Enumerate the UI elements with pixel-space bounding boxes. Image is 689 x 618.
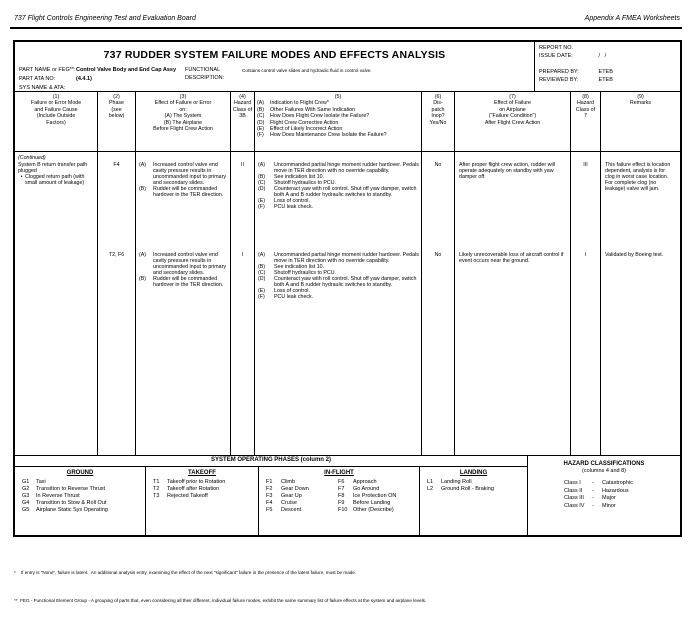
phase-label: Ground Roll - Braking — [441, 486, 494, 492]
header-cell-3 — [135, 92, 230, 151]
phase-item — [22, 479, 145, 486]
row2-hazard-class-7: I — [584, 252, 587, 258]
phase-code: G3 — [22, 493, 30, 499]
phase-code: F9 — [338, 500, 345, 506]
header-rule — [10, 27, 682, 29]
ground-items — [15, 479, 145, 514]
col3-number: (3) — [179, 94, 187, 100]
row2-indications — [255, 252, 421, 300]
item-text: Effect of Likely Incorrect Action — [270, 126, 343, 133]
phase-code: F10 — [338, 507, 348, 513]
issue-date-line — [539, 53, 606, 59]
col1-line: Factors) — [46, 119, 66, 126]
report-info-box — [534, 42, 680, 91]
prepared-by-value: ETEB — [598, 69, 613, 75]
hazard-class-name: Class I — [564, 480, 581, 486]
item-letter: (E) — [258, 198, 266, 204]
item-letter: (D) — [258, 276, 266, 282]
item-letter: (C) — [258, 180, 266, 186]
hazard-class-name: Class IV — [564, 502, 585, 509]
col5-number: (5) — [334, 94, 342, 100]
part-ata-label: PART ATA NO: — [19, 76, 56, 82]
phase-label: Descent — [281, 507, 302, 513]
phase-label: Takeoff after Rotation — [167, 486, 220, 492]
operating-phases-columns — [15, 467, 527, 535]
item-text: Increased control valve end cavity pressure results in uncommanded input to primary and secondary slides. — [153, 162, 227, 186]
phase-code: F5 — [266, 507, 273, 513]
data-col-dispatch — [421, 152, 454, 455]
col6-number: (6) — [434, 94, 442, 100]
row1-failure-mode — [15, 162, 97, 186]
takeoff-items — [146, 479, 258, 500]
hazard-class-name: Class III — [564, 495, 584, 501]
takeoff-header: TAKEOFF — [188, 470, 216, 476]
item-text: See indication list 10. — [274, 174, 325, 180]
part-ata-line — [19, 76, 92, 82]
item-text: Shutoff hydraulics to PCU. — [274, 270, 337, 276]
hazard-class-label: Hazardous — [602, 487, 629, 494]
effect-item — [139, 186, 228, 198]
phase-group-ground — [15, 467, 145, 535]
prepared-by-label: PREPARED BY: — [539, 69, 579, 75]
landing-header: LANDING — [459, 470, 488, 476]
col9-number: (9) — [637, 94, 644, 100]
phase-item — [153, 486, 258, 493]
item-text: Loss of control. — [274, 288, 310, 294]
footnotes — [14, 541, 426, 618]
hazard-class-list — [528, 480, 680, 510]
item-letter: (F) — [257, 132, 264, 139]
data-col-hazard-3b — [230, 152, 254, 455]
row2-phase: T2, F6 — [108, 252, 125, 258]
phase-label: Ice Protection ON — [353, 493, 397, 499]
item-text: Shutoff hydraulics to PCU. — [274, 180, 337, 186]
item-text: Rudder will be commanded hardover in the TER direction. — [153, 186, 224, 198]
phase-group-inflight — [258, 467, 419, 535]
phase-item — [266, 493, 338, 500]
item-letter: (B) — [258, 264, 266, 270]
item-letter: (E) — [258, 288, 266, 294]
col8-line: Hazard — [576, 100, 595, 107]
col6-line: Yes/No — [429, 119, 447, 126]
item-text: Rudder will be commanded hardover in the TER direction. — [153, 276, 224, 288]
col4-line: Hazard — [233, 100, 252, 107]
phase-code: L1 — [427, 479, 434, 485]
phase-item — [338, 507, 419, 514]
header-cell-4 — [230, 92, 254, 151]
col4-number: (4) — [239, 94, 246, 100]
indication-item — [258, 204, 419, 210]
sys-name-label: SYS NAME & ATA: — [19, 85, 66, 91]
item-text: How Does Maintenance Crew Isolate the Failure? — [270, 132, 387, 139]
report-no-label: REPORT NO. — [539, 45, 574, 51]
phase-label: Climb — [281, 479, 296, 485]
prepared-by-line — [539, 69, 613, 75]
phase-label: Cruise — [281, 500, 297, 506]
page-header-left: 737 Flight Controls Engineering Test and Evaluation Board — [14, 15, 196, 22]
col1-line: and Failure Cause — [34, 106, 78, 113]
header-cell-2 — [97, 92, 135, 151]
phase-item — [22, 493, 145, 500]
indication-item — [258, 294, 419, 300]
phase-item — [153, 479, 258, 486]
item-text: Uncommanded partial hinge moment rudder hardover. Pedals move in TER direction with no override capability. — [274, 252, 419, 264]
col2-line: below) — [108, 113, 125, 120]
phase-label: Taxi — [36, 479, 46, 485]
phase-item — [266, 479, 338, 486]
item-letter: (B) — [258, 174, 266, 180]
phase-item — [266, 486, 338, 493]
phase-group-takeoff — [145, 467, 258, 535]
effect-item — [139, 162, 228, 186]
reviewed-by-label: REVIEWED BY: — [539, 77, 579, 83]
col5-criteria-list — [255, 100, 421, 138]
item-letter: (C) — [258, 270, 266, 276]
phase-code: F3 — [266, 493, 273, 499]
phase-code: G1 — [22, 479, 30, 485]
footnote-line: ** FEG - Functional Element Group - A grouping of parts that, even considering all their different, individual failure modes, exhibit the same summary list of failure effects at the system and airplane levels. — [14, 598, 427, 603]
item-text: Uncommanded partial hinge moment rudder hardover. Pedals move in TER direction with no override capability. — [274, 162, 419, 174]
col6-line: patch — [431, 106, 445, 113]
item-letter: (A) — [139, 252, 147, 258]
hazard-class-item — [564, 503, 680, 511]
title-block-left — [15, 42, 534, 91]
row1-dispatch: No — [434, 162, 442, 168]
phase-code: G5 — [22, 507, 30, 513]
part-name-line — [19, 67, 177, 73]
item-letter: (F) — [258, 294, 265, 300]
title-block — [15, 42, 680, 92]
hazard-classifications-title: HAZARD CLASSIFICATIONS — [563, 461, 645, 467]
phase-code: G4 — [22, 500, 30, 506]
indication-item — [258, 162, 419, 174]
phase-label: Airplane Static Sys Operating — [36, 507, 108, 513]
hazard-class-dash: - — [592, 487, 594, 494]
col7-number: (7) — [509, 94, 516, 100]
phase-item — [338, 479, 419, 486]
header-cell-6 — [421, 92, 454, 151]
phase-label: Approach — [353, 479, 377, 485]
item-text: Counteract yaw with roll control. Shut off yaw damper, switch both A and B rudder hydraulic switches to standby. — [274, 186, 417, 198]
item-text: Increased control valve end cavity pressure results in uncommanded input to primary and secondary slides. — [153, 252, 227, 276]
issue-date-value: / / — [598, 53, 607, 59]
phase-group-landing — [419, 467, 527, 535]
phase-code: L2 — [427, 486, 434, 492]
part-name-value: Control Valve Body and End Cap Assy — [76, 67, 177, 73]
phase-label: Go Around — [353, 486, 380, 492]
col7-line: ("Failure Condition") — [488, 113, 537, 120]
col8-number: (8) — [582, 94, 589, 100]
row1-effects — [136, 162, 230, 198]
landing-items — [420, 479, 527, 493]
phase-item — [427, 479, 527, 486]
phase-item — [22, 507, 145, 514]
failure-mode-text: System B return transfer path plugged — [18, 162, 88, 174]
phase-code: F7 — [338, 486, 345, 492]
phase-code: F1 — [266, 479, 273, 485]
phase-item — [427, 486, 527, 493]
operating-phases-title: SYSTEM OPERATING PHASES (column 2) — [15, 456, 527, 467]
header-cell-5 — [254, 92, 421, 151]
col8-line: 7 — [584, 113, 587, 120]
header-cell-1 — [15, 92, 97, 151]
failure-cause-text: Clogged return path (with small amount of leakage) — [25, 174, 85, 186]
hazard-class-label: Minor — [602, 502, 616, 509]
col7-line: After Flight Crew Action — [484, 119, 541, 126]
phase-code: F4 — [266, 500, 273, 506]
item-text: PCU leak check. — [274, 204, 314, 210]
inflight-header: IN-FLIGHT — [324, 470, 354, 476]
phase-code: F2 — [266, 486, 273, 492]
phase-item — [22, 500, 145, 507]
phase-label: In Reverse Thrust — [36, 493, 80, 499]
col2-number: (2) — [113, 94, 120, 100]
phase-code: G2 — [22, 486, 30, 492]
row2-hazard-class: I — [241, 252, 244, 258]
hazard-class-dash: - — [592, 495, 594, 501]
phase-item — [338, 500, 419, 507]
item-letter: (A) — [257, 100, 265, 107]
row2-effects — [136, 252, 230, 288]
col2-line: (see — [111, 106, 122, 113]
header-cell-7 — [454, 92, 570, 151]
col6-line: Inop? — [431, 113, 445, 120]
col6-line: Dis- — [433, 100, 443, 107]
phase-code: F6 — [338, 479, 345, 485]
item-letter: (C) — [257, 113, 265, 120]
part-ata-value: (4.4.1) — [76, 76, 92, 82]
item-text: Flight Crew Corrective Action — [270, 119, 339, 126]
item-letter: (D) — [257, 119, 265, 126]
data-area — [15, 152, 680, 455]
inflight-columns — [259, 479, 419, 514]
phase-item — [22, 486, 145, 493]
col3-line: Effect of Failure or Error — [154, 100, 212, 107]
col1-line: (Include Outside — [36, 113, 76, 120]
functional-label-1: FUNCTIONAL — [185, 67, 221, 73]
col7-line: on Airplane — [499, 106, 526, 113]
item-letter: (A) — [139, 162, 147, 168]
data-col-phase — [97, 152, 135, 455]
inflight-items-left — [266, 479, 338, 514]
phase-item — [266, 500, 338, 507]
reviewed-by-value: ETEB — [598, 77, 613, 83]
fmea-table — [13, 40, 682, 537]
phase-label: Before Landing — [353, 500, 391, 506]
item-text: Indication to Flight Crew* — [270, 100, 329, 107]
item-text: Counteract yaw with roll control. Shut off yaw damper, switch both A and B rudder hydraulic switches to standby. — [274, 276, 417, 288]
col4-line: 3B — [239, 113, 246, 120]
hazard-class-label: Major — [602, 495, 616, 501]
col3-line: (A) The System — [164, 113, 202, 120]
phase-label: Transition to Reverse Thrust — [36, 486, 106, 492]
data-col-failure-mode — [15, 152, 97, 455]
phase-label: Other (Describe) — [353, 507, 394, 513]
item-text: Loss of control. — [274, 198, 310, 204]
col3-line: on: — [179, 106, 187, 113]
phase-label: Rejected Takeoff — [167, 493, 208, 499]
part-name-label: PART NAME or FEG**: — [19, 67, 76, 73]
row1-effect-after: After proper flight crew action, rudder will operate adequately on standby with yaw damper off. — [459, 162, 555, 180]
item-text: PCU leak check. — [274, 294, 314, 300]
indication-item — [258, 276, 419, 288]
continued-note: (Continued) — [18, 155, 46, 161]
phase-label: Gear Down — [281, 486, 309, 492]
item-letter: (D) — [258, 186, 266, 192]
col3-line: (B) The Airplane — [163, 119, 203, 126]
operating-phases — [15, 456, 527, 535]
row1-remarks: This failure effect is location dependent, analysis is for clog in worst case location. For complete clog (no leakage) valve will jam. — [605, 162, 671, 192]
row2-remarks: Validated by Boeing test. — [605, 252, 664, 258]
phase-label: Takeoff prior to Rotation — [167, 479, 226, 485]
indication-item — [258, 252, 419, 264]
failure-cause — [18, 174, 94, 186]
phase-item — [338, 486, 419, 493]
ground-header: GROUND — [66, 470, 94, 476]
data-col-effect — [135, 152, 230, 455]
phase-item — [266, 507, 338, 514]
item-text: See indication list 10. — [274, 264, 325, 270]
page-header-right: Appendix A FMEA Worksheets — [584, 15, 680, 22]
header-cell-9 — [600, 92, 680, 151]
phase-label: Transition to Stow & Roll Out — [36, 500, 107, 506]
hazard-classifications-subtitle: (columns 4 and 8) — [581, 468, 627, 474]
hazard-classifications-box — [527, 456, 680, 535]
header-cell-8 — [570, 92, 600, 151]
issue-date-label: ISSUE DATE: — [539, 53, 573, 59]
phase-code: T2 — [153, 486, 160, 492]
column-header-row — [15, 92, 680, 152]
phase-code: F8 — [338, 493, 345, 499]
col1-number: (1) — [52, 94, 60, 100]
item-letter: (B) — [139, 186, 147, 192]
row1-hazard-class: II — [241, 162, 244, 168]
indication-item — [258, 186, 419, 198]
row1-indications — [255, 162, 421, 210]
data-col-remarks — [600, 152, 680, 455]
item-letter: (A) — [258, 252, 266, 258]
hazard-class-item — [564, 480, 680, 488]
phase-code: T3 — [153, 493, 160, 499]
reviewed-by-line — [539, 77, 613, 83]
col2-line: Phase — [108, 100, 125, 107]
legend-section — [15, 455, 680, 535]
item-letter: (B) — [257, 106, 265, 113]
hazard-class-item — [564, 495, 680, 503]
phase-item — [153, 493, 258, 500]
col3-line: Before Flight Crew Action — [153, 126, 213, 133]
hazard-class-dash: - — [592, 480, 594, 486]
col8-line: Class of — [575, 106, 596, 113]
hazard-class-label: Catastrophic — [602, 480, 633, 486]
functional-description-value: Contains control valve slides and hydraulic fluid in control valve. — [242, 68, 372, 73]
col7-line: Effect of Failure — [494, 100, 531, 107]
item-letter: (A) — [258, 162, 266, 168]
inflight-items-right — [338, 479, 419, 514]
phase-code: T1 — [153, 479, 160, 485]
phase-item — [338, 493, 419, 500]
col1-line: Failure or Error Mode — [30, 100, 82, 107]
item-text: Other Failures With Same Indication — [270, 106, 356, 113]
row1-hazard-class-7: III — [583, 162, 588, 168]
data-col-effect-after — [454, 152, 570, 455]
item-letter: (F) — [258, 204, 265, 210]
row2-dispatch: No — [434, 252, 442, 258]
row2-effect-after: Likely unrecoverable loss of aircraft control if event occurs near the ground. — [459, 252, 564, 264]
effect-item — [139, 276, 228, 288]
functional-label-2: DESCRIPTION: — [185, 75, 225, 81]
worksheet-title: 737 RUDDER SYSTEM FAILURE MODES AND EFFECTS ANALYSIS — [103, 49, 446, 61]
effect-item — [139, 252, 228, 276]
item-text: How Does Flight Crew Isolate the Failure? — [270, 113, 370, 120]
phase-label: Landing Roll — [441, 479, 472, 485]
hazard-class-item — [564, 488, 680, 496]
item-letter: (B) — [139, 276, 147, 282]
data-col-hazard-7 — [570, 152, 600, 455]
hazard-class-name: Class II — [564, 487, 583, 494]
footnote-line: * If entry is "None", failure is latent. An additional analysis entry, examining the effect of the next "significant" failure in the presence of the latent failure, must be made. — [14, 570, 357, 575]
data-col-indication — [254, 152, 421, 455]
row1-phase: F4 — [113, 162, 120, 168]
hazard-class-dash: - — [592, 502, 594, 509]
item-letter: (E) — [257, 126, 265, 133]
phase-label: Gear Up — [281, 493, 302, 499]
bullet-glyph: • — [20, 174, 23, 180]
col9-line: Remarks — [629, 100, 652, 107]
col4-line: Class of — [232, 106, 253, 113]
col5-criteria-item — [257, 132, 420, 138]
